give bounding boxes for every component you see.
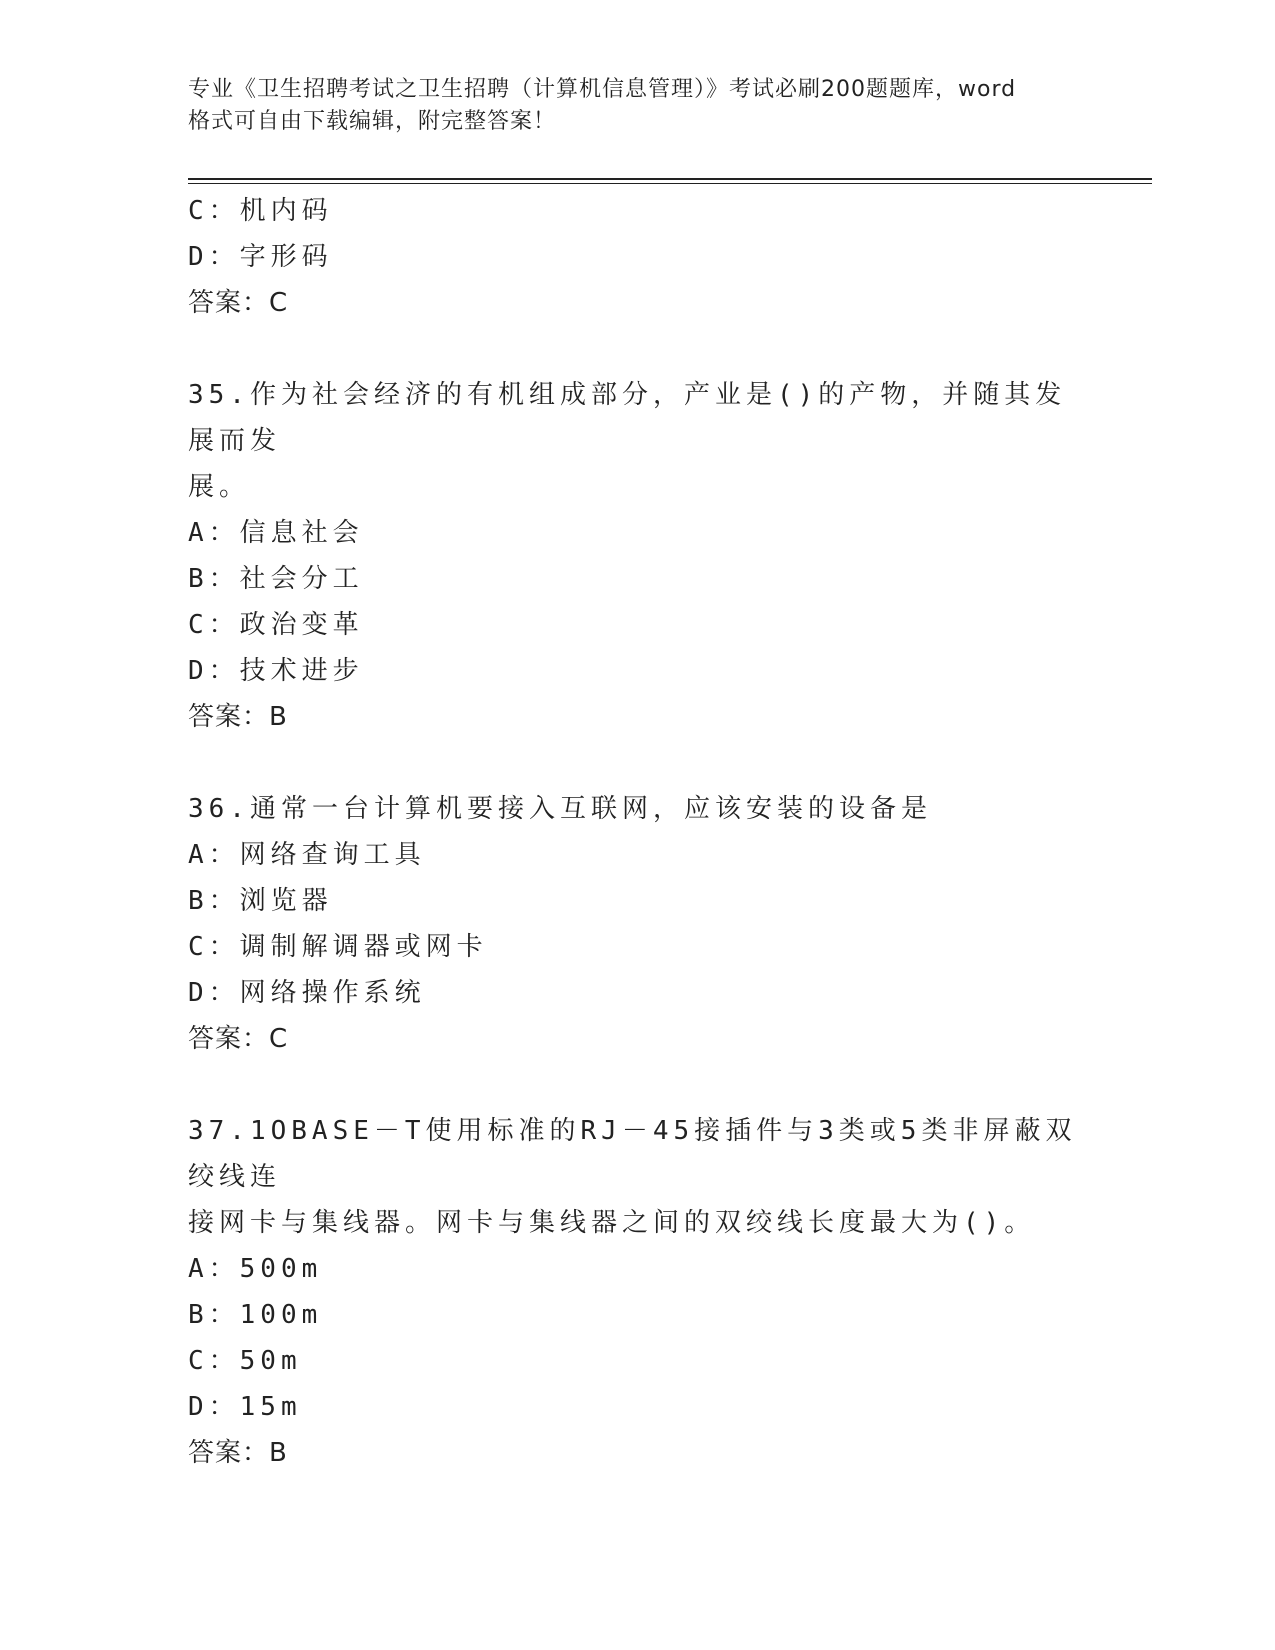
option-d: D：技术进步 (188, 656, 364, 686)
option-d: D：15m (188, 1392, 302, 1422)
continued-question-block (188, 188, 1088, 326)
answer-line: 答案：C (188, 288, 289, 318)
question-text-line: 35.作为社会经济的有机组成部分，产业是()的产物，并随其发展而发 (188, 380, 1067, 456)
option-c: C：50m (188, 1346, 302, 1376)
question-text-line: 接网卡与集线器。网卡与集线器之间的双绞线长度最大为()。 (188, 1208, 1036, 1238)
answer-line: 答案：B (188, 702, 288, 732)
option-a: A：网络查询工具 (188, 840, 426, 870)
question-block-35 (188, 372, 1088, 740)
spacer (188, 1062, 1088, 1108)
question-text-line: 37.1OBASE－T使用标准的RJ－45接插件与3类或5类非屏蔽双绞线连 (188, 1116, 1077, 1192)
document-header (188, 74, 1088, 138)
option-b: B：100m (188, 1300, 323, 1330)
header-line-1: 专业《卫生招聘考试之卫生招聘（计算机信息管理）》考试必刷200题题库，word (188, 77, 1017, 102)
question-list (188, 188, 1088, 1476)
question-block-36 (188, 786, 1088, 1062)
question-block-37 (188, 1108, 1088, 1476)
question-text-line: 展。 (188, 472, 251, 502)
option-c: C：机内码 (188, 196, 333, 226)
header-divider-thin (188, 183, 1152, 184)
question-text-line: 36.通常一台计算机要接入互联网，应该安装的设备是 (188, 794, 932, 824)
option-b: B：社会分工 (188, 564, 364, 594)
option-d: D：网络操作系统 (188, 978, 426, 1008)
option-c: C：调制解调器或网卡 (188, 932, 488, 962)
header-divider-thick (188, 178, 1152, 180)
header-line-2: 格式可自由下载编辑，附完整答案！ (188, 109, 557, 134)
option-d: D：字形码 (188, 242, 333, 272)
option-b: B：浏览器 (188, 886, 333, 916)
spacer (188, 740, 1088, 786)
option-a: A：信息社会 (188, 518, 364, 548)
spacer (188, 326, 1088, 372)
option-a: A：500m (188, 1254, 323, 1284)
option-c: C：政治变革 (188, 610, 364, 640)
answer-line: 答案：C (188, 1024, 289, 1054)
answer-line: 答案：B (188, 1438, 288, 1468)
